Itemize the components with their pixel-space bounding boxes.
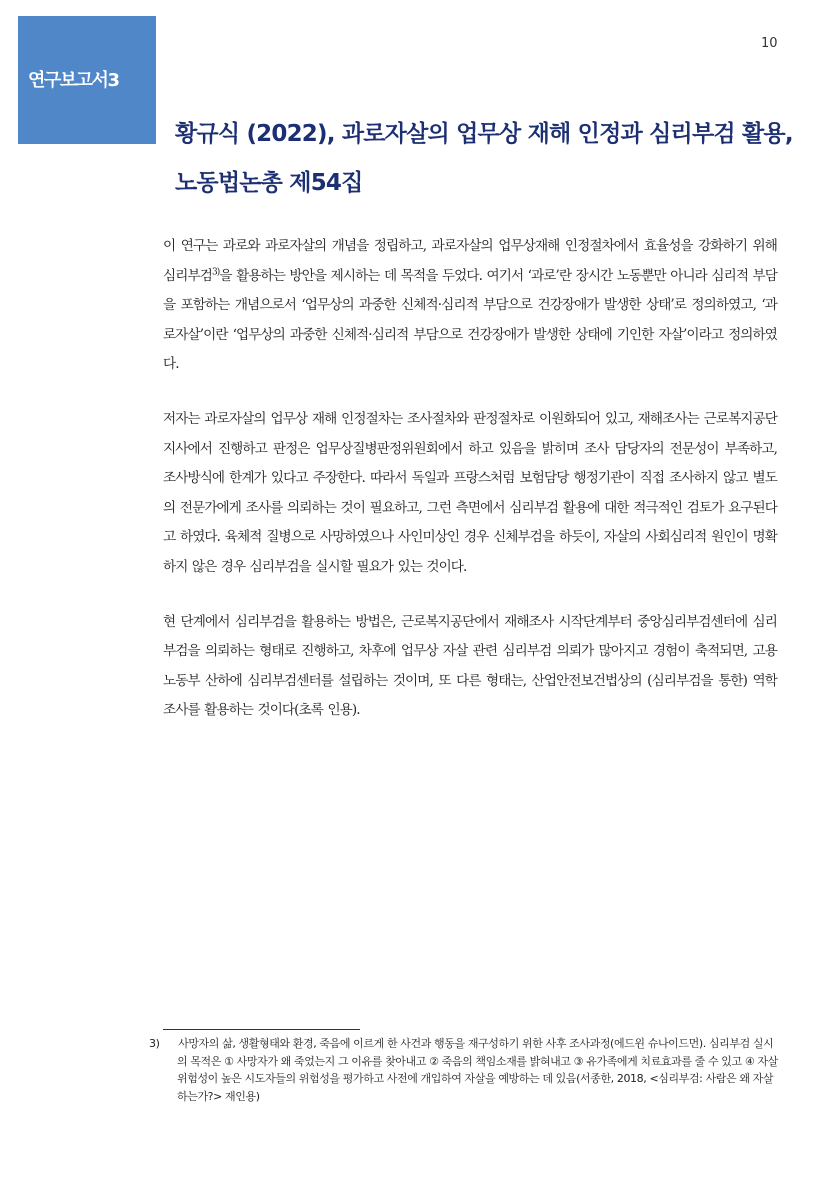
paragraph-2: 저자는 과로자살의 업무상 재해 인정절차는 조사절차와 판정절차로 이원화되어 있고, 재해조사는 근로복지공단 지사에서 진행하고 판정은 업무상질병판정위원회에서 하고 있음을 밝히며 조사 담당자의 전문성이 부족하고, 조사방식에 한계가 있다고 주장한다. 따라서 독일과 프랑스처럼 보험담당 행정기관이 직접 조사하지 않고 별도의 전문가에게 조사를 의뢰하는 것이 필요하고, 그런 측면에서 심리부검 활용에 대한 적극적인 검토가 요구된다고 하였다. 육체적 질병으로 사망하였으나 사인미상인 경우 신체부검을 하듯이, 자살의 사회심리적 원인이 명확하지 않은 경우 심리부검을 실시할 필요가 있는 것이다.	[163, 410, 777, 575]
paragraph-3: 현 단계에서 심리부검을 활용하는 방법은, 근로복지공단에서 재해조사 시작단계부터 중앙심리부검센터에 심리부검을 의뢰하는 형태로 진행하고, 차후에 업무상 자살 관련 심리부검 의뢰가 많아지고 경험이 축적되면, 고용노동부 산하에 심리부검센터를 설립하는 것이며, 또 다른 형태는, 산업안전보건법상의 (심리부검을 통한) 역학조사를 활용하는 것이다(초록 인용).	[163, 613, 777, 719]
footnote	[149, 1035, 778, 1105]
footnote-body	[149, 1035, 778, 1105]
section-tab-label: 연구보고서3	[28, 70, 119, 91]
footnote-number: 3)	[149, 1037, 160, 1050]
footnote-text: 사망자의 삶, 생활형태와 환경, 죽음에 이르게 한 사건과 행동을 재구성하기 위한 사후 조사과정(에드윈 슈나이드먼). 심리부검 실시의 목적은 ① 사망자가 왜 죽었는지 그 이유를 찾아내고 ② 죽음의 책임소재를 밝혀내고 ③ 유가족에게 치료효과를 줄 수 있고 ④ 자살위험성이 높은 시도자들의 위험성을 평가하고 사전에 개입하여 자살을 예방하는 데 있음(서종한, 2018, <심리부검: 사람은 왜 자살하는가?> 재인용)	[177, 1037, 778, 1103]
section-tab	[18, 16, 156, 144]
paragraph-1-part-1: 이 연구는 과로와 과로자살의 개념을 정립하고, 과로자살의 업무상재해 인정절차에서 효율성을 강화하기 위해 심리부검	[163, 238, 777, 284]
footnote-divider	[163, 1029, 360, 1030]
footnote-reference: 3)	[211, 267, 220, 278]
document-title: 황규식 (2022), 과로자살의 업무상 재해 인정과 심리부검 활용, 노동법논총 제54집	[175, 121, 793, 196]
body-text	[163, 232, 777, 751]
page-number: 10	[761, 36, 778, 51]
paragraph-1	[163, 232, 777, 380]
paragraph-1-part-2: 을 활용하는 방안을 제시하는 데 목적을 두었다. 여기서 ‘과로’란 장시간 노동뿐만 아니라 심리적 부담을 포함하는 개념으로서 ‘업무상의 과중한 신체적·심리적 부담으로 건강장애가 발생한 상태’로 정의하였고, ‘과로자살’이란 ‘업무상의 과중한 신체적·심리적 부담으로 건강장애가 발생한 상태에 기인한 자살’이라고 정의하였다.	[163, 267, 777, 373]
